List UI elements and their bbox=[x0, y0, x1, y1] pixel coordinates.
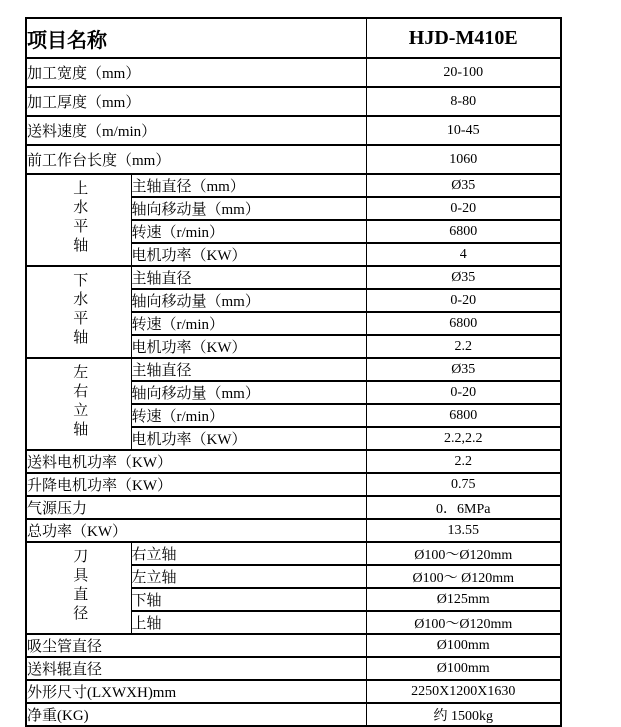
spec-value: 0.75 bbox=[366, 473, 561, 496]
spec-value: 6800 bbox=[366, 220, 561, 243]
spec-sublabel: 上轴 bbox=[131, 611, 366, 634]
spec-sublabel: 电机功率（KW） bbox=[131, 427, 366, 450]
spec-table bbox=[25, 17, 562, 727]
table-row bbox=[26, 657, 561, 680]
spec-value: Ø100～Ø120mm bbox=[366, 542, 561, 565]
group-label-text: 刀具直径 bbox=[71, 547, 88, 624]
spec-value: 13.55 bbox=[366, 519, 561, 542]
spec-value: 10-45 bbox=[366, 116, 561, 145]
spec-value: Ø125mm bbox=[366, 588, 561, 611]
spec-label: 净重(KG) bbox=[26, 703, 366, 726]
spec-sublabel: 转速（r/min） bbox=[131, 312, 366, 335]
group-label-left-right-vertical-shaft bbox=[26, 358, 131, 450]
spec-label: 加工厚度（mm） bbox=[26, 87, 366, 116]
spec-value: Ø100～ Ø120mm bbox=[366, 565, 561, 588]
spec-label: 送料电机功率（KW） bbox=[26, 450, 366, 473]
spec-value: 0-20 bbox=[366, 197, 561, 220]
table-row bbox=[26, 634, 561, 657]
spec-label: 吸尘管直径 bbox=[26, 634, 366, 657]
spec-sublabel: 下轴 bbox=[131, 588, 366, 611]
table-row bbox=[26, 116, 561, 145]
spec-sublabel: 电机功率（KW） bbox=[131, 335, 366, 358]
table-row bbox=[26, 496, 561, 519]
spec-label: 升降电机功率（KW） bbox=[26, 473, 366, 496]
header-project-name: 项目名称 bbox=[26, 18, 366, 58]
group-label-text: 上水平轴 bbox=[71, 179, 88, 256]
spec-value: 0-20 bbox=[366, 381, 561, 404]
spec-sublabel: 轴向移动量（mm） bbox=[131, 289, 366, 312]
spec-label: 总功率（KW） bbox=[26, 519, 366, 542]
group-label-lower-horizontal-shaft bbox=[26, 266, 131, 358]
table-row bbox=[26, 542, 561, 565]
spec-value: 2.2 bbox=[366, 335, 561, 358]
table-row bbox=[26, 145, 561, 174]
spec-sublabel: 轴向移动量（mm） bbox=[131, 381, 366, 404]
spec-label: 前工作台长度（mm） bbox=[26, 145, 366, 174]
group-label-upper-horizontal-shaft bbox=[26, 174, 131, 266]
table-row bbox=[26, 174, 561, 197]
spec-sublabel: 主轴直径（mm） bbox=[131, 174, 366, 197]
table-row bbox=[26, 58, 561, 87]
spec-value: 6800 bbox=[366, 312, 561, 335]
spec-value: 8-80 bbox=[366, 87, 561, 116]
spec-value: 20-100 bbox=[366, 58, 561, 87]
spec-sublabel: 转速（r/min） bbox=[131, 220, 366, 243]
group-label-text: 下水平轴 bbox=[71, 271, 88, 348]
spec-value: Ø100～Ø120mm bbox=[366, 611, 561, 634]
table-row bbox=[26, 266, 561, 289]
spec-value: 约 1500kg bbox=[366, 703, 561, 726]
table-row bbox=[26, 450, 561, 473]
spec-value: Ø100mm bbox=[366, 634, 561, 657]
table-row bbox=[26, 519, 561, 542]
table-row bbox=[26, 358, 561, 381]
table-header-row bbox=[26, 18, 561, 58]
spec-sublabel: 轴向移动量（mm） bbox=[131, 197, 366, 220]
spec-sublabel: 左立轴 bbox=[131, 565, 366, 588]
spec-value: 1060 bbox=[366, 145, 561, 174]
spec-sublabel: 电机功率（KW） bbox=[131, 243, 366, 266]
spec-label: 加工宽度（mm） bbox=[26, 58, 366, 87]
spec-label: 送料辊直径 bbox=[26, 657, 366, 680]
spec-sublabel: 右立轴 bbox=[131, 542, 366, 565]
spec-label: 送料速度（m/min） bbox=[26, 116, 366, 145]
table-row bbox=[26, 87, 561, 116]
table-row bbox=[26, 680, 561, 703]
spec-sublabel: 主轴直径 bbox=[131, 266, 366, 289]
spec-value: 2.2 bbox=[366, 450, 561, 473]
spec-value: Ø35 bbox=[366, 266, 561, 289]
header-model-name: HJD-M410E bbox=[366, 18, 561, 58]
group-label-tool-diameter bbox=[26, 542, 131, 634]
spec-sublabel: 主轴直径 bbox=[131, 358, 366, 381]
spec-value: Ø35 bbox=[366, 358, 561, 381]
spec-value: Ø35 bbox=[366, 174, 561, 197]
group-label-text: 左右立轴 bbox=[71, 363, 88, 440]
spec-label: 气源压力 bbox=[26, 496, 366, 519]
spec-value: 2.2,2.2 bbox=[366, 427, 561, 450]
table-row bbox=[26, 473, 561, 496]
spec-value: 4 bbox=[366, 243, 561, 266]
spec-value: 0．6MPa bbox=[366, 496, 561, 519]
spec-value: 6800 bbox=[366, 404, 561, 427]
spec-value: 2250X1200X1630 bbox=[366, 680, 561, 703]
table-row bbox=[26, 703, 561, 726]
spec-value: Ø100mm bbox=[366, 657, 561, 680]
spec-value: 0-20 bbox=[366, 289, 561, 312]
spec-sublabel: 转速（r/min） bbox=[131, 404, 366, 427]
spec-label: 外形尺寸(LXWXH)mm bbox=[26, 680, 366, 703]
